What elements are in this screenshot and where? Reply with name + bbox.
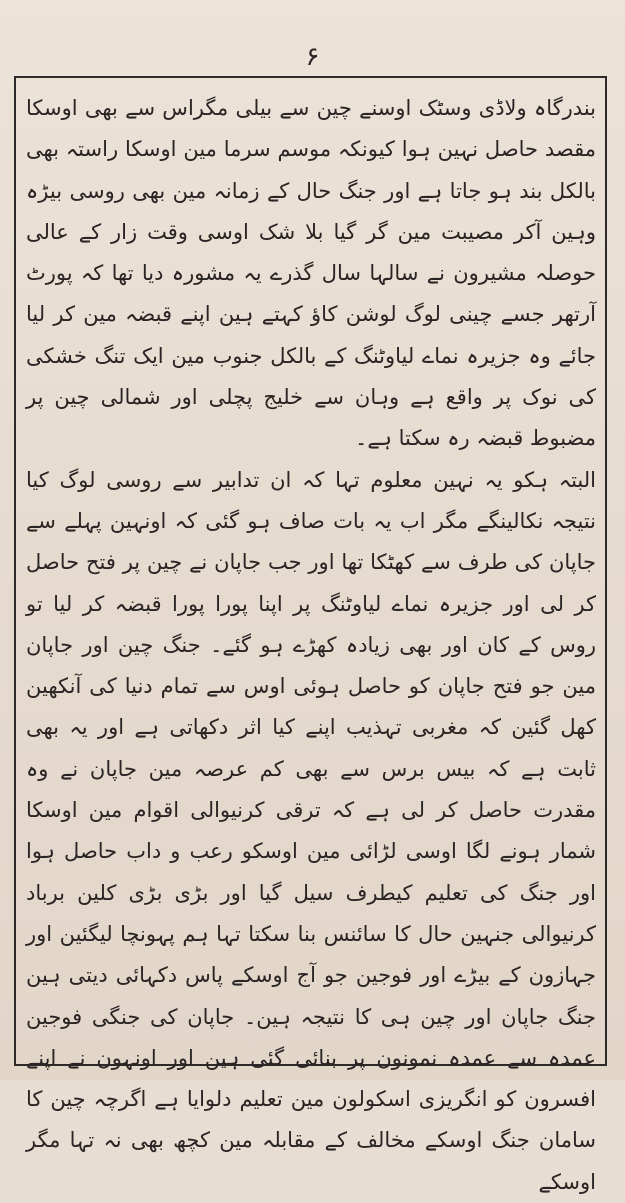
paragraph-1: بندرگاہ ولاڈی وسٹک اوسنے چین سے بیلی مگراس سے بھی اوسکا مقصد حاصل نہین ہوا کیونکہ موسم سرما مین اوسکا راستہ بھی بالکل بند ہو جاتا ہے اور جنگ حال کے زمانہ مین بھی روسی بیڑہ وہین آکر مصیبت مین گر گیا بلا شک اوسی وقت زار کے عالی حوصلہ مشیرون نے سالہا سال گذرے یہ مشورہ دیا تھا کہ پورٹ آرتھر جسے چینی لوگ لوشن کاؤ کہتے ہین اپنے قبضہ مین کر لیا جائے وہ جزیرہ نماے لیاوٹنگ کے بالکل جنوب مین ایک تنگ خشکی کی نوک پر واقع ہے وہان سے خلیج پچلی اور شمالی چین پر مضبوط قبضہ رہ سکتا ہے۔ xyxy=(26,96,596,451)
paragraph-2: البتہ ہکو یہ نہین معلوم تہا کہ ان تدابیر سے روسی لوگ کیا نتیجہ نکالینگے مگر اب یہ بات صاف ہو گئی کہ اونہین پہلے سے جاپان کی طرف سے کھٹکا تھا اور جب جاپان نے چین پر فتح حاصل کر لی اور جزیرہ نماے لیاوٹنگ پر اپنا پورا پورا قبضہ کر لیا تو روس کے کان اور بھی زیادہ کھڑے ہو گئے۔ جنگ چین اور جاپان مین جو فتح جاپان کو حاصل ہوئی اوس سے تمام دنیا کی آنکھین کھل گئین کہ مغربی تہذیب اپنے کیا اثر دکھاتی ہے اور یہ بھی ثابت ہے کہ بیس برس سے بھی کم عرصہ مین جاپان نے وہ مقدرت حاصل کر لی ہے کہ ترقی کرنیوالی اقوام مین اوسکا شمار ہونے لگا اوسی لڑائی مین اوسکو رعب و داب حاصل ہوا اور جنگ کی تعلیم کیطرف سیل گیا اور بڑی بڑی کلین برباد کرنیوالی جنہین حال کا سائنس بنا سکتا تہا ہم پہونچا لیگئین اور جہازون کے بیڑے اور فوجین جو آج اوسکے پاس دکہائی دیتی ہین جنگ جاپان اور چین ہی کا نتیجہ ہین۔ جاپان کی جنگی فوجین عمدہ سے عمدہ نمونون پر بنائی گئی ہین اور اونہون نے اپنے افسرون کو انگریزی اسکولون مین تعلیم دلوایا ہے اگرچہ چین کا سامان جنگ اوسکے مخالف کے مقابلہ مین کچھ بھی نہ تہا مگر اوسکے xyxy=(26,467,596,1194)
text-block xyxy=(26,88,596,1203)
page-number: ۶ xyxy=(305,42,320,72)
